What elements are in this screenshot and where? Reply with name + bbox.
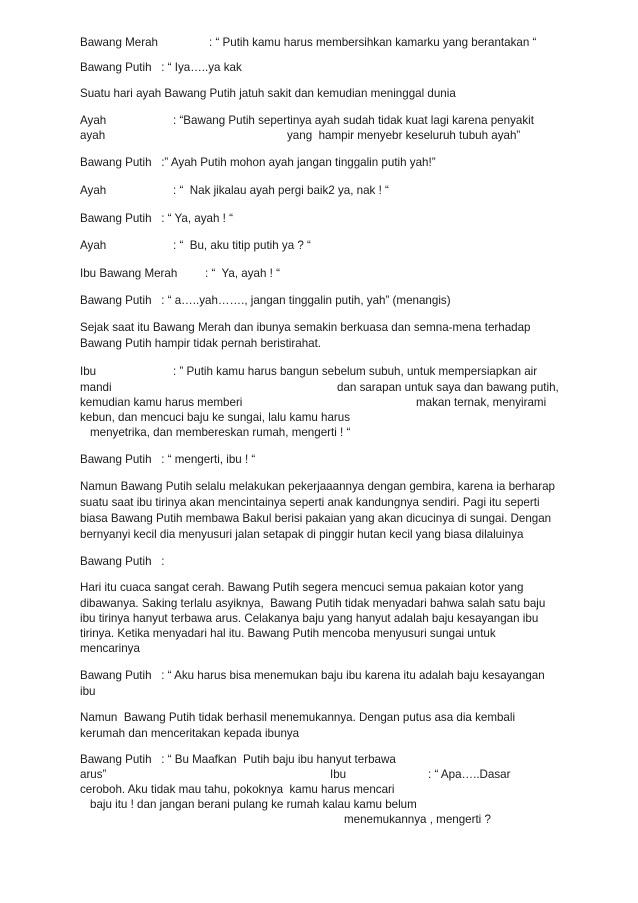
- dialogue-line: menemukannya , mengerti ?: [344, 813, 491, 826]
- dialogue-line: Bawang Putih :” Ayah Putih mohon ayah jangan tinggalin putih yah!”: [80, 156, 436, 169]
- narration-line: Suatu hari ayah Bawang Putih jatuh sakit dan kemudian meninggal dunia: [80, 87, 456, 100]
- narration-line: Sejak saat itu Bawang Merah dan ibunya semakin berkuasa dan semna-mena terhadap: [80, 321, 531, 334]
- narration-line: Namun Bawang Putih selalu melakukan pekerjaaannya dengan gembira, karena ia berharap: [80, 480, 556, 493]
- speaker-ibu-bawang-merah: Ibu Bawang Merah: [80, 267, 178, 280]
- dialogue-line: yang hampir menyebr keseluruh tubuh ayah”: [287, 129, 521, 142]
- narration-line: Namun Bawang Putih tidak berhasil menemukannya. Dengan putus asa dia kembali: [80, 711, 516, 724]
- dialogue-line: : ” Putih kamu harus bangun sebelum subuh, untuk mempersiapkan air: [173, 365, 538, 378]
- dialogue-line: Bawang Putih : “ Aku harus bisa menemukan baju ibu karena itu adalah baju kesayangan: [80, 669, 545, 682]
- dialogue-line: ayah: [80, 129, 106, 142]
- speaker-ibu: Ibu: [80, 365, 97, 378]
- dialogue-line: makan ternak, menyirami: [416, 396, 547, 409]
- narration-line: kerumah dan menceritakan kepada ibunya: [80, 727, 300, 740]
- speaker-ayah: Ayah: [80, 114, 107, 127]
- dialogue-line: kebun, dan mencuci baju ke sungai, lalu kamu harus: [80, 411, 351, 424]
- narration-line: dibawanya. Saking terlalu asyiknya, Bawang Putih tidak menyadari bahwa salah satu baju: [80, 597, 546, 610]
- speaker-ayah: Ayah: [80, 184, 107, 197]
- dialogue-line: Bawang Putih : “ Ya, ayah ! “: [80, 212, 233, 225]
- narration-line: Hari itu cuaca sangat cerah. Bawang Putih segera mencuci semua pakaian kotor yang: [80, 581, 524, 594]
- dialogue-line: Bawang Putih : “ Bu Maafkan Putih baju ibu hanyut terbawa: [80, 753, 396, 766]
- dialogue-line: Bawang Putih : “ mengerti, ibu ! “: [80, 453, 256, 466]
- dialogue-line: arus”: [80, 768, 107, 781]
- speaker-bawang-merah: Bawang Merah: [80, 36, 158, 49]
- dialogue-line: : “ Bu, aku titip putih ya ? “: [173, 239, 311, 252]
- narration-line: mencarinya: [80, 642, 140, 655]
- dialogue-line: Bawang Putih : “ a…..yah……., jangan tinggalin putih, yah” (menangis): [80, 294, 451, 307]
- dialogue-line: : “ Apa…..Dasar: [428, 768, 511, 781]
- dialogue-line: mandi: [80, 381, 112, 394]
- dialogue-line: : “ Nak jikalau ayah pergi baik2 ya, nak ! “: [173, 184, 389, 197]
- dialogue-line: menyetrika, dan membereskan rumah, mengerti ! “: [90, 426, 351, 439]
- narration-line: tirinya. Ketika menyadari hal itu. Bawang Putih mencoba menyusuri sungai untuk: [80, 627, 496, 640]
- speaker-ayah: Ayah: [80, 239, 107, 252]
- narration-line: ibu tirinya hanyut terbawa arus. Celakanya baju yang hanyut adalah baju kesayangan ibu: [80, 612, 539, 625]
- dialogue-line: baju itu ! dan jangan berani pulang ke rumah kalau kamu belum: [90, 798, 417, 811]
- dialogue-line: ceroboh. Aku tidak mau tahu, pokoknya kamu harus mencari: [80, 783, 395, 796]
- narration-line: Bawang Putih hampir tidak pernah beristirahat.: [80, 337, 322, 350]
- dialogue-line: Bawang Putih :: [80, 555, 165, 568]
- dialogue-line: dan sarapan untuk saya dan bawang putih,: [337, 381, 559, 394]
- dialogue-line: : “ Putih kamu harus membersihkan kamarku yang berantakan “: [209, 36, 537, 49]
- speaker-ibu: Ibu: [330, 768, 347, 781]
- dialogue-line: : “ Ya, ayah ! “: [205, 267, 280, 280]
- dialogue-line: : “Bawang Putih sepertinya ayah sudah tidak kuat lagi karena penyakit: [173, 114, 534, 127]
- narration-line: biasa Bawang Putih membawa Bakul berisi pakaian yang akan dicucinya di sungai. Dengan: [80, 512, 552, 525]
- dialogue-line: kemudian kamu harus memberi: [80, 396, 243, 409]
- narration-line: bernyanyi kecil dia menyusuri jalan setapak di pinggir hutan kecil yang biasa dilaluinya: [80, 528, 524, 541]
- dialogue-line: ibu: [80, 685, 96, 698]
- narration-line: suatu saat ibu tirinya akan mencintainya seperti anak kandungnya sendiri. Pagi itu seperti: [80, 496, 540, 509]
- dialogue-line: Bawang Putih : “ Iya…..ya kak: [80, 61, 242, 74]
